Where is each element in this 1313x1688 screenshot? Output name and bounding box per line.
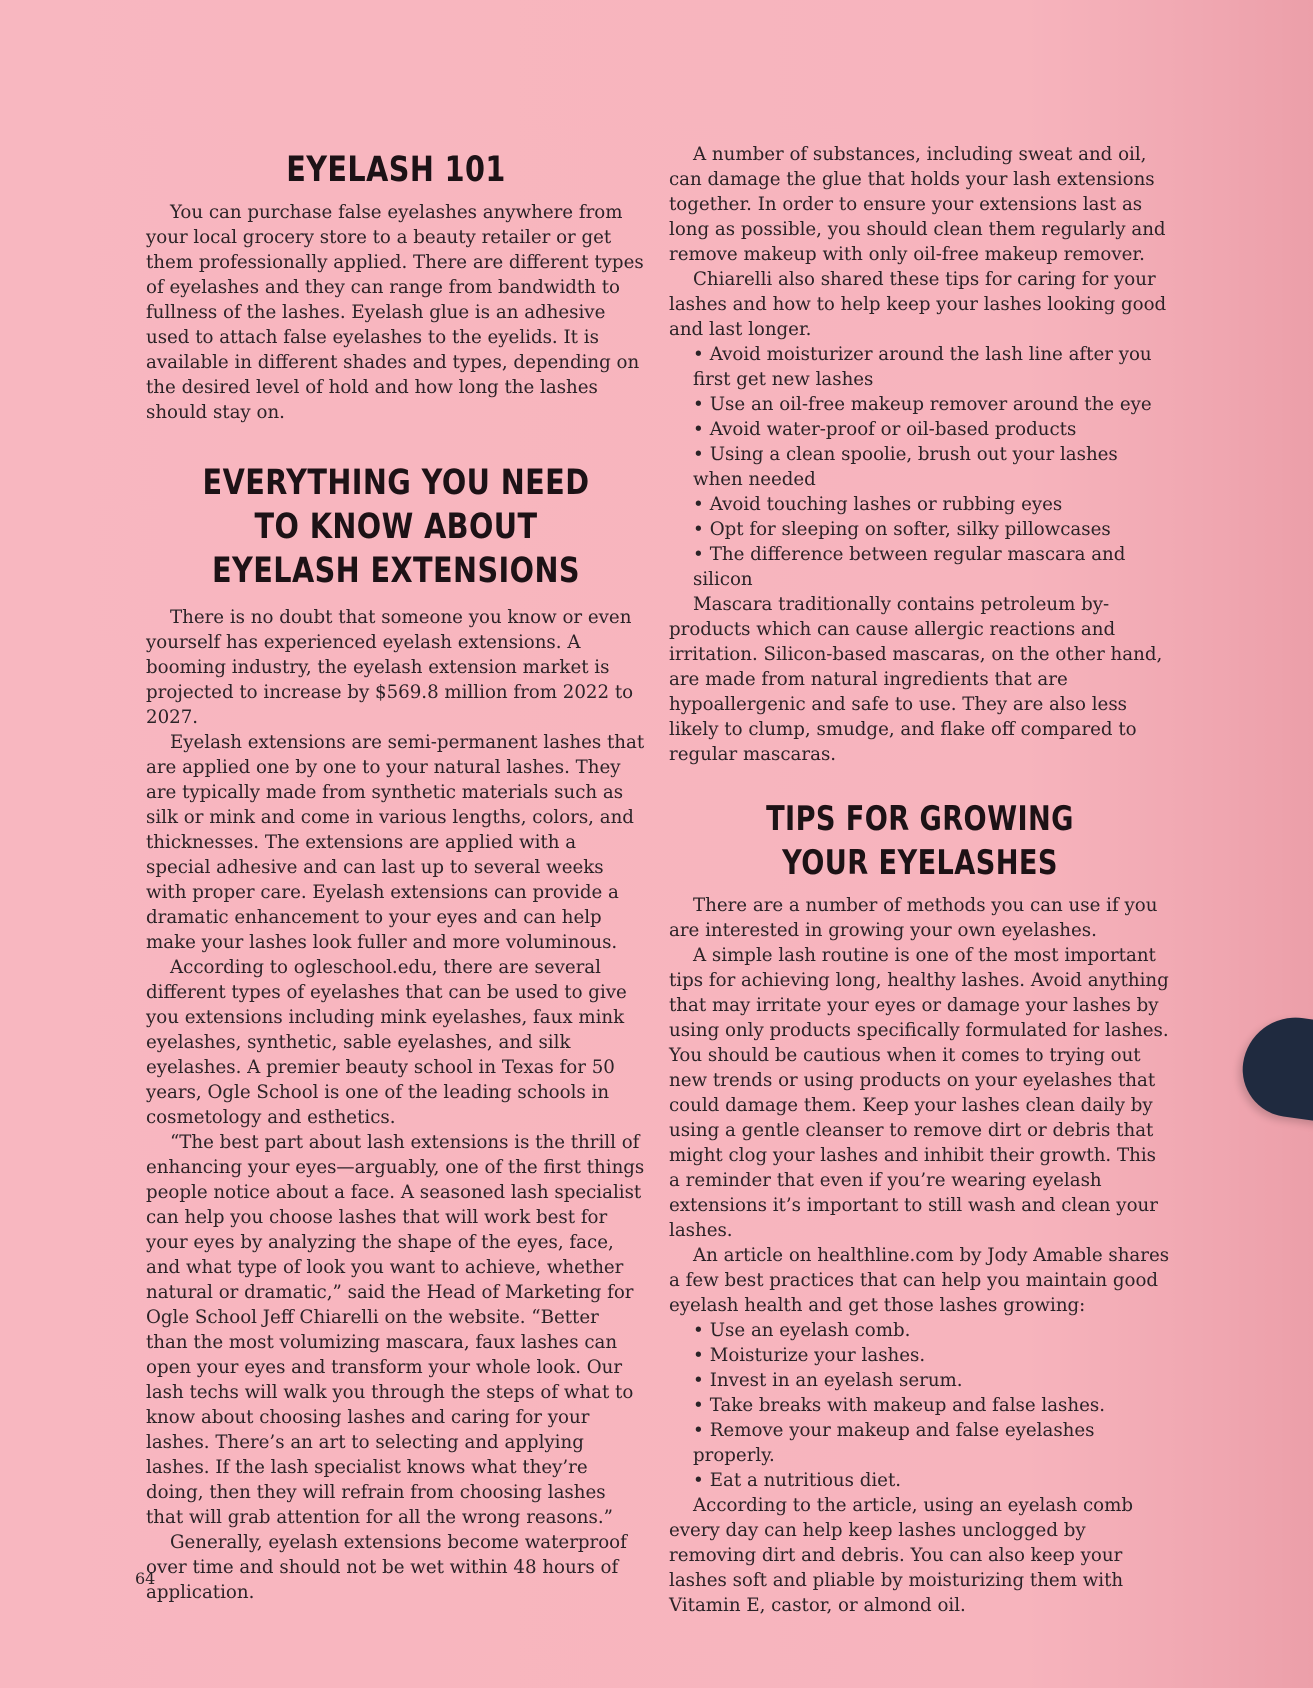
right-column: [669, 142, 1171, 1618]
list-item: • Use an eyelash comb.: [693, 1320, 911, 1341]
growth-tips-list: [669, 1318, 1171, 1493]
list-item: • The difference between regular mascara and silicon: [693, 544, 1126, 590]
list-item: • Moisturize your lashes.: [693, 1345, 926, 1366]
left-column: [146, 148, 646, 1605]
paragraph: Chiarelli also shared these tips for caring for your lashes and how to help keep your lashes looking good and last longer.: [669, 269, 1167, 340]
list-item: • Avoid touching lashes or rubbing eyes: [693, 494, 1063, 515]
paragraph: Generally, eyelash extensions become waterproof over time and should not be wet within 48 hours of application.: [146, 1532, 627, 1603]
list-item: • Opt for sleeping on softer, silky pillowcases: [693, 519, 1111, 540]
paragraph: Eyelash extensions are semi-permanent lashes that are applied one by one to your natural lashes. They are typically made from synthetic materials such as silk or mink and come in various lengths, colors, and thicknesses. The extensions are applied with a special adhesive and can last up to several weeks with proper care. Eyelash extensions can provide a dramatic enhancement to your eyes and can help make your lashes look fuller and more voluminous.: [146, 732, 645, 953]
makeup-brush-handle: [1237, 1011, 1313, 1125]
list-item: • Using a clean spoolie, brush out your lashes when needed: [693, 444, 1118, 490]
paragraph: An article on healthline.com by Jody Amable shares a few best practices that can help you maintain good eyelash health and get those lashes growing:: [669, 1245, 1170, 1316]
paragraph: A simple lash routine is one of the most important tips for achieving long, healthy lashes. Avoid anything that may irritate your eyes or damage your lashes by using only products specifically formulated for lashes. You should be cautious when it comes to trying out new trends or using products on your eyelashes that could damage them. Keep your lashes clean daily by using a gentle cleanser to remove dirt or debris that might clog your lashes and inhibit their growth. This a reminder that even if you’re wearing eyelash extensions it’s important to still wash and clean your lashes.: [669, 945, 1169, 1241]
heading-growing-tips: TIPS FOR GROWING YOUR EYELASHES: [766, 799, 1074, 883]
heading-eyelash-101: EYELASH 101: [286, 150, 506, 190]
list-item: • Remove your makeup and false eyelashes properly.: [693, 1420, 1095, 1466]
paragraph: A number of substances, including sweat and oil, can damage the glue that holds your lash extensions together. In order to ensure your extensions last as long as possible, you should clean them regularly and remove makeup with only oil-free makeup remover.: [669, 144, 1166, 265]
list-item: • Avoid water-proof or oil-based products: [693, 419, 1077, 440]
list-item: • Use an oil-free makeup remover around the eye: [693, 394, 1152, 415]
paragraph: According to ogleschool.edu, there are several different types of eyelashes that can be used to give you extensions including mink eyelashes, faux mink eyelashes, synthetic, sable eyelashes, and silk eyelashes. A premier beauty school in Texas for 50 years, Ogle School is one of the leading schools in cosmetology and esthetics.: [146, 957, 627, 1128]
paragraph: There are a number of methods you can use if you are interested in growing your own eyelashes.: [669, 895, 1158, 941]
heading-eyelash-extensions: EVERYTHING YOU NEED TO KNOW ABOUT EYELASH EXTENSIONS: [202, 463, 590, 591]
list-item: • Avoid moisturizer around the lash line after you first get new lashes: [693, 344, 1152, 390]
paragraph: “The best part about lash extensions is the thrill of enhancing your eyes—arguably, one of the first things people notice about a face. A seasoned lash specialist can help you choose lashes that will work best for your eyes by analyzing the shape of the eyes, face, and what type of look you want to achieve, whether natural or dramatic,” said the Head of Marketing for Ogle School Jeff Chiarelli on the website. “Better than the most volumizing mascara, faux lashes can open your eyes and transform your whole look. Our lash techs will walk you through the steps of what to know about choosing lashes and caring for your lashes. There’s an art to selecting and applying lashes. If the lash specialist knows what they’re doing, then they will refrain from choosing lashes that will grab attention for all the wrong reasons.”: [146, 1132, 645, 1528]
page-number: 64: [135, 1569, 156, 1588]
paragraph: Mascara traditionally contains petroleum by-products which can cause allergic reactions and irritation. Silicon-based mascaras, on the other hand, are made from natural ingredients that are hypoallergenic and safe to use. They are also less likely to clump, smudge, and flake off compared to regular mascaras.: [669, 594, 1163, 765]
list-item: • Invest in an eyelash serum.: [693, 1370, 963, 1391]
paragraph: According to the article, using an eyelash comb every day can help keep lashes unclogged by removing dirt and debris. You can also keep your lashes soft and pliable by moisturizing them with Vitamin E, castor, or almond oil.: [669, 1495, 1133, 1616]
paragraph: There is no doubt that someone you know or even yourself has experienced eyelash extensions. A booming industry, the eyelash extension market is projected to increase by $569.8 million from 2022 to 2027.: [146, 607, 634, 728]
care-tips-list: [669, 342, 1171, 592]
list-item: • Eat a nutritious diet.: [693, 1470, 902, 1491]
list-item: • Take breaks with makeup and false lashes.: [693, 1395, 1105, 1416]
paragraph: You can purchase false eyelashes anywhere from your local grocery store to a beauty retailer or get them professionally applied. There are different types of eyelashes and they can range from bandwidth to fullness of the lashes. Eyelash glue is an adhesive used to attach false eyelashes to the eyelids. It is available in different shades and types, depending on the desired level of hold and how long the lashes should stay on.: [146, 202, 644, 423]
